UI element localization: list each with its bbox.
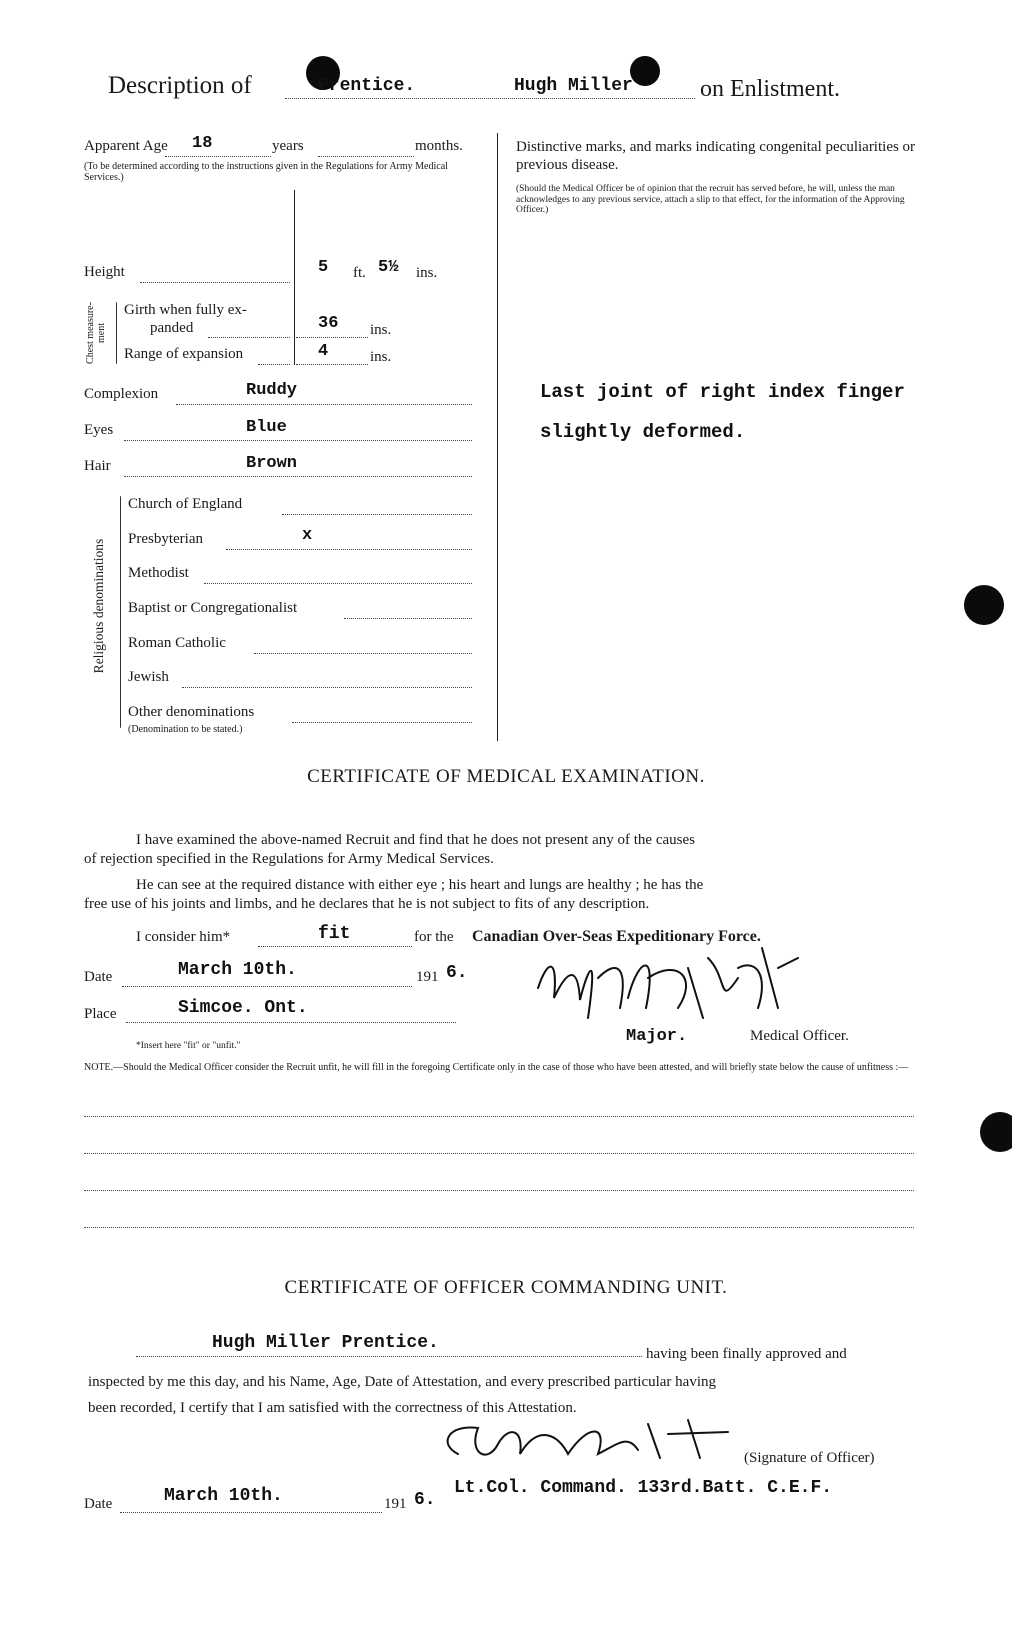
medical-rank: Major. xyxy=(626,1027,688,1046)
medical-para1-line1: I have examined the above-named Recruit and find that he does not present any of the causes xyxy=(136,832,695,848)
commanding-name-line xyxy=(136,1356,642,1357)
commanding-title-value: Lt.Col. Command. 133rd.Batt. C.E.F. xyxy=(454,1478,833,1498)
months-label: months. xyxy=(415,138,463,154)
unfitness-line-3 xyxy=(84,1190,914,1191)
age-line xyxy=(165,156,271,157)
unfitness-line-1 xyxy=(84,1116,914,1117)
commanding-text-1: having been finally approved and xyxy=(646,1346,847,1362)
eyes-label: Eyes xyxy=(84,422,114,438)
girth-label-2: panded xyxy=(150,320,194,336)
girth-value-line xyxy=(296,337,368,338)
range-label: Range of expansion xyxy=(124,346,244,362)
religion-baptist: Baptist or Congregationalist xyxy=(128,600,298,616)
commanding-date-line xyxy=(120,1512,382,1513)
medical-para1-line2: of rejection specified in the Regulations for Army Medical Services. xyxy=(84,851,494,867)
commanding-text-3: been recorded, I certify that I am satisfied with the correctness of this Attestation. xyxy=(88,1400,577,1416)
medical-date-label: Date xyxy=(84,969,113,985)
religion-line-3 xyxy=(344,618,472,619)
column-divider xyxy=(497,133,498,741)
commanding-date-label: Date xyxy=(84,1496,113,1512)
unfitness-line-4 xyxy=(84,1227,914,1228)
height-line xyxy=(140,282,290,283)
marks-line-2: slightly deformed. xyxy=(540,421,746,443)
marks-line-1: Last joint of right index finger xyxy=(540,381,905,403)
complexion-label: Complexion xyxy=(84,386,159,402)
age-value: 18 xyxy=(192,134,213,153)
months-line xyxy=(318,156,414,157)
eyes-value: Blue xyxy=(246,418,287,437)
religion-mark: x xyxy=(302,526,313,545)
religion-presbyterian: Presbyterian xyxy=(128,531,203,547)
place-line xyxy=(126,1022,456,1023)
commanding-title: CERTIFICATE OF OFFICER COMMANDING UNIT. xyxy=(284,1277,728,1298)
eyes-line xyxy=(124,440,472,441)
girth-line xyxy=(208,337,290,338)
chest-brace xyxy=(116,302,117,364)
marks-note: (Should the Medical Officer be of opinion that the recruit has served before, he will, unless the man acknowledges to any previous service, attach a slip to that effect, for the information of the Approving Officer.) xyxy=(516,184,905,215)
consider-line xyxy=(258,946,412,947)
religion-methodist: Methodist xyxy=(128,565,189,581)
religion-line-6 xyxy=(292,722,472,723)
commanding-year-suffix: 6. xyxy=(414,1490,436,1510)
medical-para2-line1: He can see at the required distance with either eye ; his heart and lungs are healthy ; he has the xyxy=(136,877,704,893)
signature-of-officer-label: (Signature of Officer) xyxy=(744,1450,875,1466)
range-value: 4 xyxy=(318,342,329,361)
medical-note: NOTE.—Should the Medical Officer consider the Recruit unfit, he will fill in the foregoing Certificate only in the case of those who have been attested, and will briefly state below the cause of unfitness :— xyxy=(84,1062,909,1073)
girth-label-1: Girth when fully ex- xyxy=(124,302,247,318)
hair-label: Hair xyxy=(84,458,111,474)
complexion-line xyxy=(176,404,472,405)
consider-value: fit xyxy=(318,924,351,944)
medical-officer-signature xyxy=(528,938,808,1036)
religion-jewish: Jewish xyxy=(128,669,169,685)
medical-year-prefix: 191 xyxy=(416,969,439,985)
religion-line-5 xyxy=(182,687,472,688)
medical-title: CERTIFICATE OF MEDICAL EXAMINATION. xyxy=(307,766,705,787)
religion-line-4 xyxy=(254,653,472,654)
religion-church-of-england: Church of England xyxy=(128,496,243,512)
header-description-of: Description of xyxy=(108,72,252,99)
header-surname: Prentice. xyxy=(318,76,416,96)
religious-denominations-label: Religious denominations xyxy=(91,538,106,674)
force-label: Canadian Over-Seas Expeditionary Force. xyxy=(472,928,761,945)
medical-date-value: March 10th. xyxy=(178,960,297,980)
religion-other: Other denominations xyxy=(128,704,255,720)
commanding-year-prefix: 191 xyxy=(384,1496,407,1512)
place-label: Place xyxy=(84,1006,117,1022)
age-note: (To be determined according to the instructions given in the Regulations for Army Medical Services.) xyxy=(84,161,448,183)
punch-hole-top-right xyxy=(630,56,660,86)
religion-roman-catholic: Roman Catholic xyxy=(128,635,226,651)
medical-officer-label: Medical Officer. xyxy=(750,1028,849,1044)
consider-label: I consider him* xyxy=(136,929,231,945)
commanding-date-value: March 10th. xyxy=(164,1486,283,1506)
medical-date-line xyxy=(122,986,412,987)
for-the-label: for the xyxy=(414,929,454,945)
medical-year-suffix: 6. xyxy=(446,963,468,983)
height-label: Height xyxy=(84,264,125,280)
religion-line-2 xyxy=(204,583,472,584)
header-name-line xyxy=(285,98,695,99)
header-on-enlistment: on Enlistment. xyxy=(700,76,840,102)
range-line xyxy=(258,364,290,365)
religion-brace xyxy=(120,496,121,728)
marks-heading: Distinctive marks, and marks indicating congenital peculiarities or previous disease. xyxy=(516,139,916,173)
header-given-names: Hugh Miller xyxy=(514,76,633,96)
age-label: Apparent Age xyxy=(84,138,168,154)
years-label: years xyxy=(272,138,304,154)
medical-para2-line2: free use of his joints and limbs, and he declares that he is not subject to fits of any description. xyxy=(84,896,650,912)
ins-label-height: ins. xyxy=(416,265,438,281)
ins-label-range: ins. xyxy=(370,349,392,365)
chest-measurement-label: Chest measure-ment xyxy=(85,302,107,364)
place-value: Simcoe. Ont. xyxy=(178,998,308,1018)
religion-line-0 xyxy=(282,514,472,515)
hair-line xyxy=(124,476,472,477)
girth-value: 36 xyxy=(318,314,339,333)
hair-value: Brown xyxy=(246,454,298,473)
denomination-note: (Denomination to be stated.) xyxy=(128,724,243,735)
commanding-officer-signature xyxy=(428,1414,748,1478)
religion-line-1 xyxy=(226,549,472,550)
ft-label: ft. xyxy=(353,265,366,281)
punch-hole-right-upper xyxy=(964,585,1004,625)
height-ft-value: 5 xyxy=(318,258,329,277)
ins-label-girth: ins. xyxy=(370,322,392,338)
commanding-text-2: inspected by me this day, and his Name, Age, Date of Attestation, and every prescribed particular having xyxy=(88,1374,717,1390)
left-inner-divider xyxy=(294,190,295,365)
complexion-value: Ruddy xyxy=(246,381,298,400)
range-value-line xyxy=(296,364,368,365)
height-in-value: 5½ xyxy=(378,258,399,277)
commanding-name-value: Hugh Miller Prentice. xyxy=(212,1333,439,1353)
unfitness-line-2 xyxy=(84,1153,914,1154)
punch-hole-right-lower xyxy=(980,1112,1012,1152)
insert-note: *Insert here "fit" or "unfit." xyxy=(136,1041,241,1051)
